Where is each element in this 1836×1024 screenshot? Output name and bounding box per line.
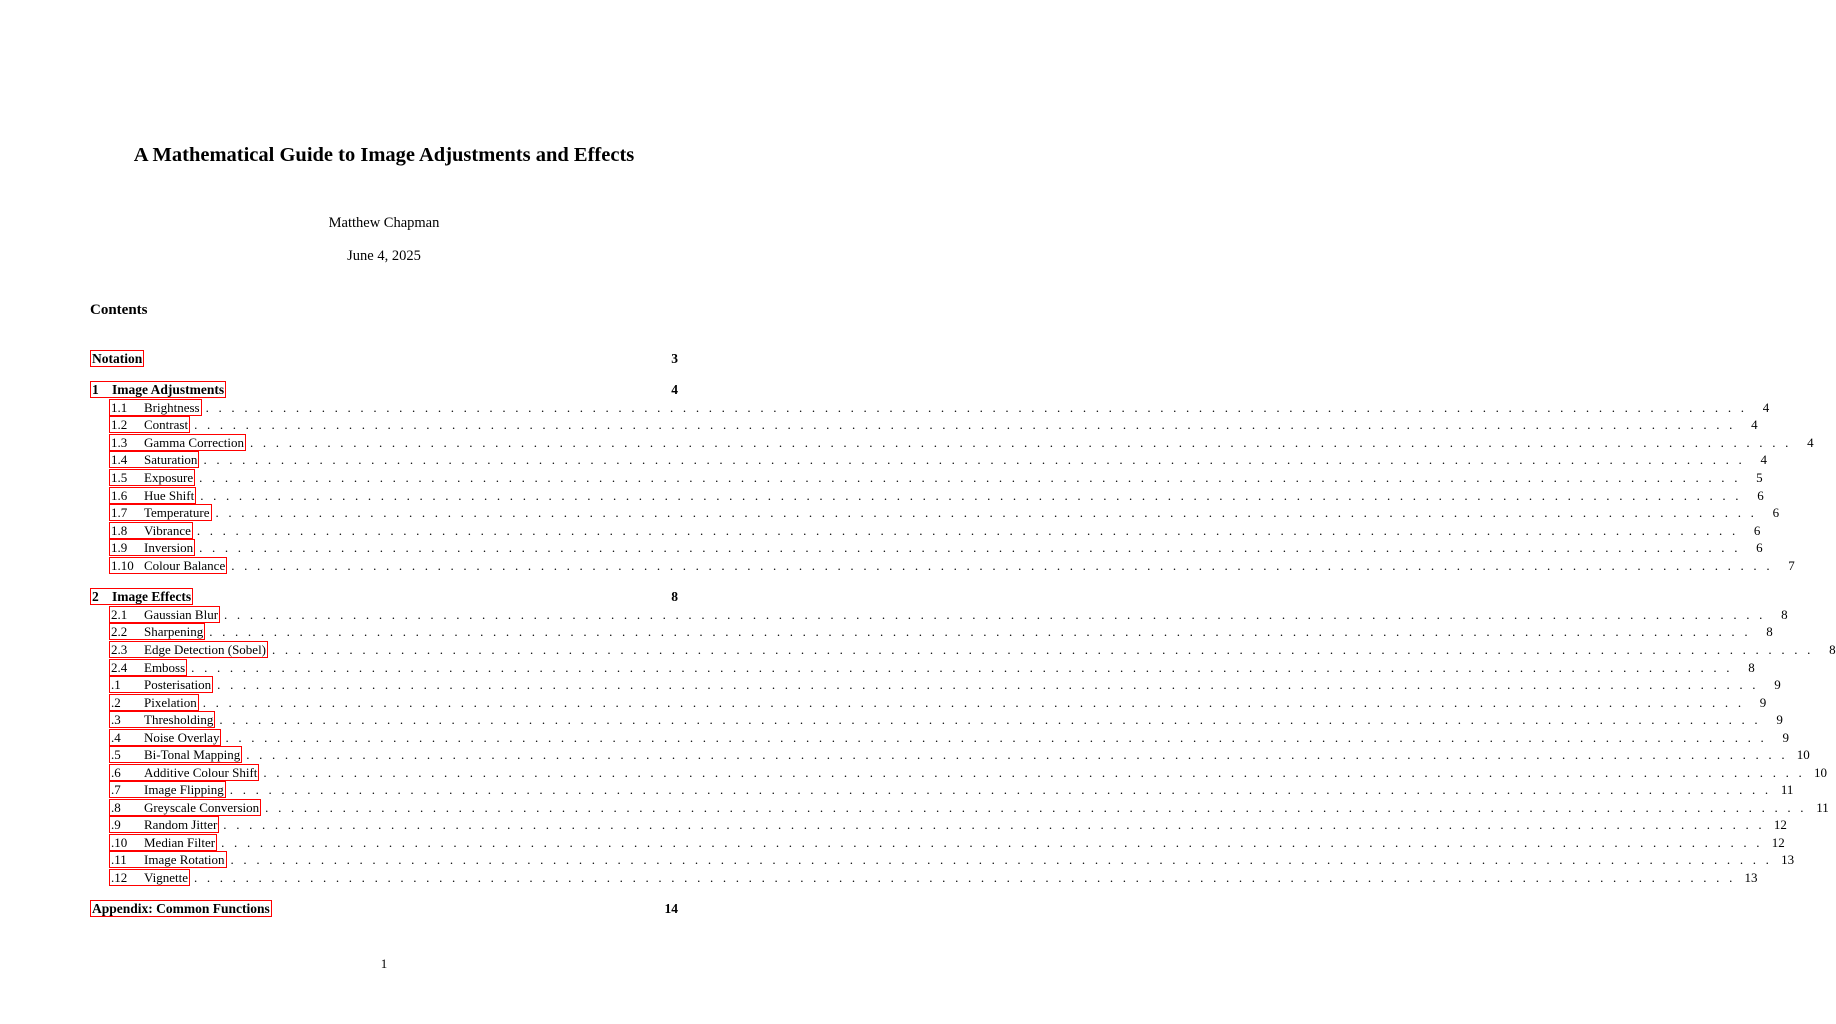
toc-entry[interactable] — [109, 834, 1785, 851]
toc-entry[interactable] — [109, 416, 1758, 433]
toc-section-title: Contrast — [144, 417, 189, 432]
toc-section-title: Thresholding — [144, 712, 214, 727]
toc-leader-dots: . . . . . . . . . . . . . . . . . . . . . . . . . . . . . . . . . . . . . . . . . . . . . . . . . . . . . . . . . . . . . . . . . . . . . . . . . . . . . . . . . . . . . . . . . . . . . . . . . . . . . . . . . . . . . . . . . . . . . . . . — [196, 523, 1739, 538]
toc-leader-dots: . . . . . . . . . . . . . . . . . . . . . . . . . . . . . . . . . . . . . . . . . . . . . . . . . . . . . . . . . . . . . . . . . . . . . . . . . . . . . . . . . . . . . . . . . . . . . . . . . . . . . . . . . . . . . . . . . . . . . . . . — [221, 835, 1763, 850]
document-author: Matthew Chapman — [328, 215, 440, 231]
toc-section-number: 1.2 — [111, 417, 128, 432]
toc-page-number: 4 — [1751, 417, 1758, 432]
toc-link[interactable] — [109, 764, 259, 781]
toc-section-title: Median Filter — [144, 835, 216, 850]
toc-link[interactable] — [109, 399, 202, 416]
toc-section-number: 1.10 — [111, 558, 134, 573]
toc-page-number: 4 — [1760, 452, 1767, 467]
toc-section-title: Image Adjustments — [112, 382, 225, 397]
toc-leader-dots: . . . . . . . . . . . . . . . . . . . . . . . . . . . . . . . . . . . . . . . . . . . . . . . . . . . . . . . . . . . . . . . . . . . . . . . . . . . . . . . . . . . . . . . . . . . . . . . . . . . . . . . . . . . . . . . . . . . . . . . . — [250, 435, 1792, 450]
toc-leader-dots: . . . . . . . . . . . . . . . . . . . . . . . . . . . . . . . . . . . . . . . . . . . . . . . . . . . . . . . . . . . . . . . . . . . . . . . . . . . . . . . . . . . . . . . . . . . . . . . . . . . . . . . . . . . . . . . . . . . . . . . . — [209, 624, 1751, 639]
toc-leader-dots: . . . . . . . . . . . . . . . . . . . . . . . . . . . . . . . . . . . . . . . . . . . . . . . . . . . . . . . . . . . . . . . . . . . . . . . . . . . . . . . . . . . . . . . . . . . . . . . . . . . . . . . . . . . . . . . . . . . . . . . . — [217, 677, 1759, 692]
toc-section-title: Noise Overlay — [144, 730, 220, 745]
toc-entry[interactable] — [109, 816, 1787, 833]
toc-link[interactable] — [90, 588, 193, 605]
toc-section-title: Gaussian Blur — [144, 607, 219, 622]
toc-page-number: 8 — [1829, 642, 1836, 657]
toc-section-title: Exposure — [144, 470, 194, 485]
toc-section-number: 1 — [92, 382, 99, 397]
toc-section-title: Notation — [92, 351, 143, 366]
toc-section-title: Posterisation — [144, 677, 212, 692]
toc-leader-dots: . . . . . . . . . . . . . . . . . . . . . . . . . . . . . . . . . . . . . . . . . . . . . . . . . . . . . . . . . . . . . . . . . . . . . . . . . . . . . . . . . . . . . . . . . . . . . . . . . . . . . . . . . . . . . . . . . . . . . . . . — [263, 765, 1805, 780]
toc-link[interactable] — [109, 641, 268, 658]
toc-link[interactable] — [109, 816, 219, 833]
toc-leader-dots: . . . . . . . . . . . . . . . . . . . . . . . . . . . . . . . . . . . . . . . . . . . . . . . . . . . . . . . . . . . . . . . . . . . . . . . . . . . . . . . . . . . . . . . . . . . . . . . . . . . . . . . . . . . . . . . . . . . . . . . . — [202, 695, 1745, 710]
toc-section-number: 2.3 — [111, 642, 128, 657]
toc-section-number: 2.4 — [111, 660, 128, 675]
toc-page-number: 9 — [1774, 677, 1781, 692]
toc-entry[interactable] — [109, 522, 1761, 539]
toc-section-number: 1.9 — [111, 540, 128, 555]
toc-section-title: Image Effects — [112, 589, 192, 604]
toc-leader-dots: . . . . . . . . . . . . . . . . . . . . . . . . . . . . . . . . . . . . . . . . . . . . . . . . . . . . . . . . . . . . . . . . . . . . . . . . . . . . . . . . . . . . . . . . . . . . . . . . . . . . . . . . . . . . . . . . . . . . . . . . — [194, 417, 1736, 432]
toc-section-title: Temperature — [144, 505, 210, 520]
toc-link[interactable] — [109, 676, 213, 693]
toc-section-title: Saturation — [144, 452, 198, 467]
toc-leader-dots: . . . . . . . . . . . . . . . . . . . . . . . . . . . . . . . . . . . . . . . . . . . . . . . . . . . . . . . . . . . . . . . . . . . . . . . . . . . . . . . . . . . . . . . . . . . . . . . . . . . . . . . . . . . . . . . . . . . . . . . . — [193, 870, 1736, 885]
toc-page-number: 8 — [1781, 607, 1788, 622]
toc-entry[interactable] — [109, 469, 1763, 486]
toc-entry[interactable] — [109, 851, 1795, 868]
toc-entry[interactable] — [109, 504, 1780, 521]
toc-leader-dots: . . . . . . . . . . . . . . . . . . . . . . . . . . . . . . . . . . . . . . . . . . . . . . . . . . . . . . . . . . . . . . . . . . . . . . . . . . . . . . . . . . . . . . . . . . . . . . . . . . . . . . . . . . . . . . . . . . . . . . . . — [265, 800, 1807, 815]
toc-section-title: Colour Balance — [144, 558, 226, 573]
toc-entry[interactable] — [109, 659, 1755, 676]
toc-link[interactable] — [109, 504, 212, 521]
toc-link[interactable] — [109, 522, 193, 539]
toc-link[interactable] — [109, 434, 246, 451]
toc-link[interactable] — [109, 623, 205, 640]
toc-page-number: 6 — [1753, 523, 1761, 538]
toc-link[interactable] — [109, 834, 217, 851]
toc-page-number: 5 — [1756, 470, 1763, 485]
toc-link[interactable] — [109, 606, 220, 623]
toc-entry[interactable] — [109, 434, 1814, 451]
toc-page-number: 13 — [1781, 852, 1795, 867]
toc-section-title: Appendix: Common Functions — [92, 901, 270, 916]
toc-page-number: 11 — [1816, 800, 1829, 815]
toc-section-title: Additive Colour Shift — [144, 765, 258, 780]
toc-entry[interactable] — [90, 381, 678, 398]
toc-entry[interactable] — [109, 711, 1783, 728]
toc-link[interactable] — [109, 557, 227, 574]
toc-page-number: 10 — [1813, 765, 1827, 780]
toc-entry[interactable] — [109, 676, 1781, 693]
toc-entry[interactable] — [90, 588, 678, 605]
toc-entry[interactable] — [109, 641, 1836, 658]
toc-section-number: .11 — [111, 852, 127, 867]
toc-leader-dots: . . . . . . . . . . . . . . . . . . . . . . . . . . . . . . . . . . . . . . . . . . . . . . . . . . . . . . . . . . . . . . . . . . . . . . . . . . . . . . . . . . . . . . . . . . . . . . . . . . . . . . . . . . . . . . . . . . . . . . . . — [272, 642, 1814, 657]
toc-page-number: 9 — [1776, 712, 1783, 727]
toc-page-number: 3 — [671, 351, 678, 366]
toc-link[interactable] — [109, 851, 227, 868]
toc-section-title: Bi-Tonal Mapping — [144, 747, 241, 762]
toc-section-number: .5 — [111, 747, 121, 762]
toc-section-number: .6 — [111, 765, 121, 780]
toc-leader-dots: . . . . . . . . . . . . . . . . . . . . . . . . . . . . . . . . . . . . . . . . . . . . . . . . . . . . . . . . . . . . . . . . . . . . . . . . . . . . . . . . . . . . . . . . . . . . . . . . . . . . . . . . . . . . . . . . . . . . . . . . — [215, 505, 1758, 520]
toc-section-number: .2 — [111, 695, 121, 710]
toc-section-number: .7 — [111, 782, 121, 797]
toc-section-number: .4 — [111, 730, 121, 745]
toc-leader-dots: . . . . . . . . . . . . . . . . . . . . . . . . . . . . . . . . . . . . . . . . . . . . . . . . . . . . . . . . . . . . . . . . . . . . . . . . . . . . . . . . . . . . . . . . . . . . . . . . . . . . . . . . . . . . . . . . . . . . . . . . — [225, 730, 1768, 745]
toc-entry[interactable] — [109, 781, 1794, 798]
toc-section-number: 1.6 — [111, 488, 128, 503]
toc-link[interactable] — [109, 869, 190, 886]
toc-leader-dots: . . . . . . . . . . . . . . . . . . . . . . . . . . . . . . . . . . . . . . . . . . . . . . . . . . . . . . . . . . . . . . . . . . . . . . . . . . . . . . . . . . . . . . . . . . . . . . . . . . . . . . . . . . . . . . . . . . . . . . . . — [200, 488, 1742, 503]
toc-link[interactable] — [109, 659, 187, 676]
toc-entry[interactable] — [109, 606, 1788, 623]
toc-section-number: .12 — [111, 870, 128, 885]
toc-link[interactable] — [109, 799, 261, 816]
toc-entry[interactable] — [90, 900, 678, 917]
toc-leader-dots: . . . . . . . . . . . . . . . . . . . . . . . . . . . . . . . . . . . . . . . . . . . . . . . . . . . . . . . . . . . . . . . . . . . . . . . . . . . . . . . . . . . . . . . . . . . . . . . . . . . . . . . . . . . . . . . . . . . . . . . . — [246, 747, 1788, 762]
document-title: A Mathematical Guide to Image Adjustments and Effects — [133, 144, 635, 166]
toc-section-title: Vignette — [144, 870, 188, 885]
toc-leader-dots: . . . . . . . . . . . . . . . . . . . . . . . . . . . . . . . . . . . . . . . . . . . . . . . . . . . . . . . . . . . . . . . . . . . . . . . . . . . . . . . . . . . . . . . . . . . . . . . . . . . . . . . . . . . . . . . . . . . . . . . . — [203, 452, 1745, 467]
toc-leader-dots: . . . . . . . . . . . . . . . . . . . . . . . . . . . . . . . . . . . . . . . . . . . . . . . . . . . . . . . . . . . . . . . . . . . . . . . . . . . . . . . . . . . . . . . . . . . . . . . . . . . . . . . . . . . . . . . . . . . . . . . . — [205, 400, 1748, 415]
toc-section-number: 1.8 — [111, 523, 128, 538]
toc-section-number: .9 — [111, 817, 121, 832]
toc-page-number: 9 — [1759, 695, 1767, 710]
toc-link[interactable] — [109, 416, 190, 433]
toc-entry[interactable] — [109, 799, 1829, 816]
toc-page-number: 10 — [1796, 747, 1810, 762]
toc-page-number: 4 — [671, 382, 678, 397]
toc-section-number: .8 — [111, 800, 121, 815]
toc-section-number: .10 — [111, 835, 128, 850]
toc-link[interactable] — [90, 381, 226, 398]
document-date: June 4, 2025 — [347, 248, 421, 264]
toc-section-number: 2.2 — [111, 624, 128, 639]
toc-leader-dots: . . . . . . . . . . . . . . . . . . . . . . . . . . . . . . . . . . . . . . . . . . . . . . . . . . . . . . . . . . . . . . . . . . . . . . . . . . . . . . . . . . . . . . . . . . . . . . . . . . . . . . . . . . . . . . . . . . . . . . . . — [199, 470, 1741, 485]
toc-entry[interactable] — [109, 746, 1810, 763]
toc-leader-dots: . . . . . . . . . . . . . . . . . . . . . . . . . . . . . . . . . . . . . . . . . . . . . . . . . . . . . . . . . . . . . . . . . . . . . . . . . . . . . . . . . . . . . . . . . . . . . . . . . . . . . . . . . . . . . . . . . . . . . . . . — [191, 660, 1733, 675]
toc-entry[interactable] — [109, 869, 1758, 886]
toc-page-number: 13 — [1744, 870, 1758, 885]
toc-page-number: 12 — [1771, 835, 1785, 850]
toc-section-number: 1.7 — [111, 505, 128, 520]
toc-leader-dots: . . . . . . . . . . . . . . . . . . . . . . . . . . . . . . . . . . . . . . . . . . . . . . . . . . . . . . . . . . . . . . . . . . . . . . . . . . . . . . . . . . . . . . . . . . . . . . . . . . . . . . . . . . . . . . . . . . . . . . . . — [229, 782, 1772, 797]
toc-entry[interactable] — [90, 350, 678, 367]
toc-entry[interactable] — [109, 623, 1773, 640]
toc-section-title: Pixelation — [144, 695, 197, 710]
toc-page-number: 11 — [1780, 782, 1794, 797]
toc-leader-dots: . . . . . . . . . . . . . . . . . . . . . . . . . . . . . . . . . . . . . . . . . . . . . . . . . . . . . . . . . . . . . . . . . . . . . . . . . . . . . . . . . . . . . . . . . . . . . . . . . . . . . . . . . . . . . . . . . . . . . . . . — [230, 852, 1773, 867]
toc-section-number: 1.3 — [111, 435, 128, 450]
toc-leader-dots: . . . . . . . . . . . . . . . . . . . . . . . . . . . . . . . . . . . . . . . . . . . . . . . . . . . . . . . . . . . . . . . . . . . . . . . . . . . . . . . . . . . . . . . . . . . . . . . . . . . . . . . . . . . . . . . . . . . . . . . . — [199, 540, 1741, 555]
toc-entry[interactable] — [109, 694, 1767, 711]
toc-section-number: 1.5 — [111, 470, 128, 485]
toc-entry[interactable] — [109, 729, 1790, 746]
toc-page-number: 4 — [1807, 435, 1814, 450]
toc-link[interactable] — [90, 350, 144, 367]
toc-section-title: Inversion — [144, 540, 194, 555]
toc-link[interactable] — [109, 729, 221, 746]
toc-section-number: .3 — [111, 712, 121, 727]
toc-section-title: Gamma Correction — [144, 435, 244, 450]
toc-link[interactable] — [109, 694, 199, 711]
toc-entry[interactable] — [109, 539, 1763, 556]
toc-page-number: 6 — [1757, 488, 1764, 503]
toc-entry[interactable] — [109, 399, 1770, 416]
toc-section-number: 1.1 — [111, 400, 128, 415]
toc-leader-dots: . . . . . . . . . . . . . . . . . . . . . . . . . . . . . . . . . . . . . . . . . . . . . . . . . . . . . . . . . . . . . . . . . . . . . . . . . . . . . . . . . . . . . . . . . . . . . . . . . . . . . . . . . . . . . . . . . . . . . . . . — [219, 712, 1761, 727]
toc-section-title: Edge Detection (Sobel) — [144, 642, 267, 657]
toc-leader-dots: . . . . . . . . . . . . . . . . . . . . . . . . . . . . . . . . . . . . . . . . . . . . . . . . . . . . . . . . . . . . . . . . . . . . . . . . . . . . . . . . . . . . . . . . . . . . . . . . . . . . . . . . . . . . . . . . . . . . . . . . — [224, 607, 1766, 622]
toc-section-number: 2.1 — [111, 607, 128, 622]
toc-leader-dots: . . . . . . . . . . . . . . . . . . . . . . . . . . . . . . . . . . . . . . . . . . . . . . . . . . . . . . . . . . . . . . . . . . . . . . . . . . . . . . . . . . . . . . . . . . . . . . . . . . . . . . . . . . . . . . . . . . . . . . . . — [231, 558, 1773, 573]
toc-link[interactable] — [109, 781, 226, 798]
toc-section-title: Emboss — [144, 660, 186, 675]
toc-section-title: Vibrance — [144, 523, 191, 538]
toc-link[interactable] — [109, 711, 215, 728]
toc-link[interactable] — [109, 746, 242, 763]
toc-link[interactable] — [109, 487, 196, 504]
toc-page-number: 12 — [1773, 817, 1787, 832]
toc-page-number: 8 — [671, 589, 678, 604]
contents-heading: Contents — [90, 302, 148, 318]
toc-entry[interactable] — [109, 451, 1767, 468]
toc-page-number: 8 — [1748, 660, 1755, 675]
toc-entry[interactable] — [109, 557, 1795, 574]
toc-page-number: 6 — [1772, 505, 1780, 520]
toc-section-number: .1 — [111, 677, 121, 692]
toc-section-title: Brightness — [144, 400, 200, 415]
toc-page-number: 6 — [1756, 540, 1763, 555]
toc-page-number: 8 — [1766, 624, 1773, 639]
toc-leader-dots: . . . . . . . . . . . . . . . . . . . . . . . . . . . . . . . . . . . . . . . . . . . . . . . . . . . . . . . . . . . . . . . . . . . . . . . . . . . . . . . . . . . . . . . . . . . . . . . . . . . . . . . . . . . . . . . . . . . . . . . . — [223, 817, 1765, 832]
toc-entry[interactable] — [109, 487, 1764, 504]
toc-link[interactable] — [90, 900, 272, 917]
toc-entry[interactable] — [109, 764, 1827, 781]
toc-page-number: 7 — [1788, 558, 1795, 573]
toc-link[interactable] — [109, 469, 195, 486]
toc-section-title: Greyscale Conversion — [144, 800, 260, 815]
toc-section-number: 1.4 — [111, 452, 128, 467]
toc-link[interactable] — [109, 451, 199, 468]
toc-section-title: Image Flipping — [144, 782, 224, 797]
toc-section-number: 2 — [92, 589, 99, 604]
toc-section-title: Random Jitter — [144, 817, 218, 832]
toc-page-number: 9 — [1782, 730, 1790, 745]
toc-page-number: 4 — [1762, 400, 1770, 415]
toc-section-title: Hue Shift — [144, 488, 195, 503]
toc-section-title: Sharpening — [144, 624, 204, 639]
page-number: 1 — [380, 956, 388, 971]
toc-link[interactable] — [109, 539, 195, 556]
toc-section-title: Image Rotation — [144, 852, 225, 867]
toc-page-number: 14 — [664, 901, 678, 916]
